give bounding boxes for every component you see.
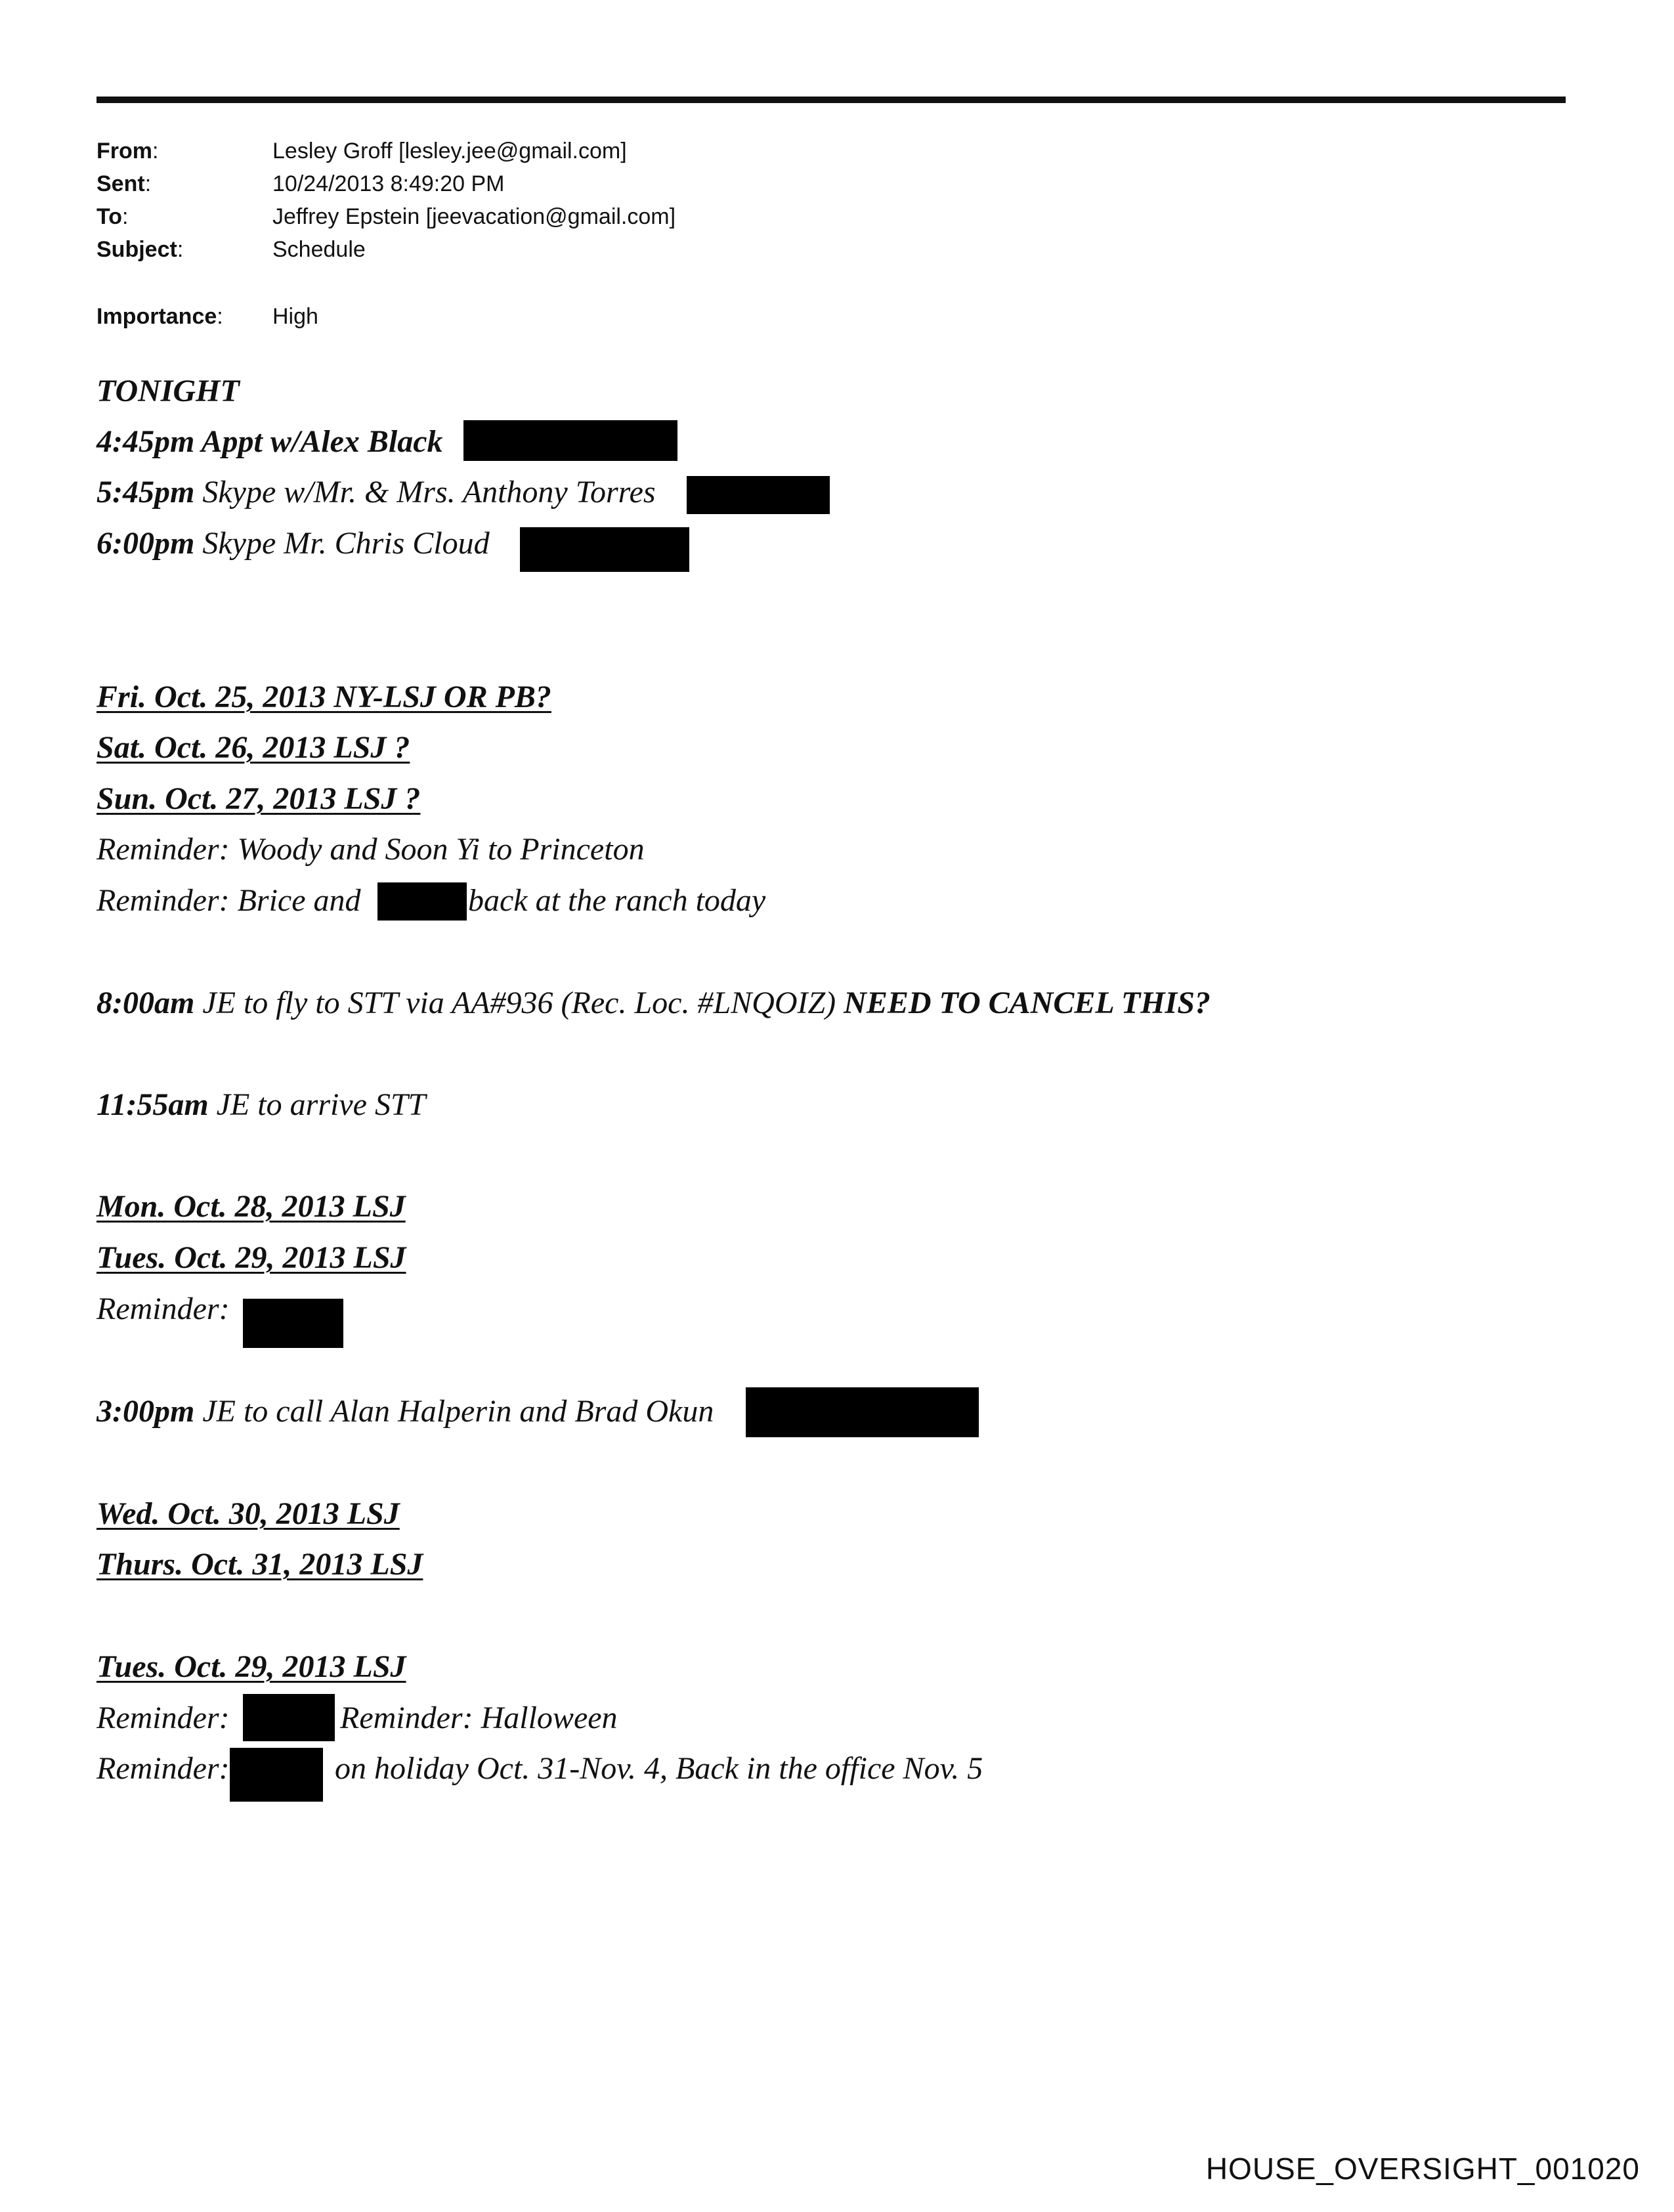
from-label: From [97,139,152,163]
reminder-holiday-b: on holiday Oct. 31-Nov. 4, Back in the office Nov. 5 [335,1751,983,1786]
schedule-item-4-45pm: 4:45pm Appt w/Alex Black [97,424,443,459]
item-text: Skype Mr. Chris Cloud [194,526,490,561]
date-heading-mon: Mon. Oct. 28, 2013 LSJ [97,1189,406,1224]
date-heading-sat: Sat. Oct. 26, 2013 LSJ ? [97,730,410,765]
redaction-box [243,1694,335,1741]
redaction-box [377,882,467,921]
schedule-item-11-55am [97,1087,425,1123]
date-heading-tue-repeat: Tues. Oct. 29, 2013 LSJ [97,1649,406,1684]
from-value: Lesley Groff [lesley.jee@gmail.com] [272,139,627,163]
redaction-box [746,1387,979,1437]
to-label: To [97,204,123,229]
item-text: JE to call Alan Halperin and Brad Okun [194,1394,714,1429]
reminder-ranch-b: back at the ranch today [468,883,766,918]
importance-value: High [272,304,318,329]
time-label: 3:00pm [97,1394,195,1429]
redaction-box [230,1748,323,1802]
reminder-halloween-a: Reminder: [97,1701,230,1735]
date-heading-tue: Tues. Oct. 29, 2013 LSJ [97,1240,406,1275]
tonight-heading: TONIGHT [97,374,240,408]
sent-value: 10/24/2013 8:49:20 PM [272,171,505,196]
bates-number: HOUSE_OVERSIGHT_001020 [1205,2152,1640,2186]
reminder-princeton: Reminder: Woody and Soon Yi to Princeton [97,832,645,867]
date-heading-fri: Fri. Oct. 25, 2013 NY-LSJ OR PB? [97,680,551,714]
redaction-box [463,420,677,461]
redaction-box [243,1299,343,1348]
item-text: JE to arrive STT [208,1087,426,1122]
header-rule [97,97,1566,103]
time-label: 6:00pm [97,526,195,561]
sent-label: Sent [97,171,145,196]
time-label: 8:00am [97,986,195,1020]
redaction-box [687,476,830,514]
subject-value: Schedule [272,237,366,262]
cancel-flag: NEED TO CANCEL THIS? [844,986,1211,1020]
schedule-item-3-00pm [97,1393,714,1430]
time-label: 11:55am [97,1087,209,1122]
reminder-redacted: Reminder: [97,1291,230,1326]
item-text: Skype w/Mr. & Mrs. Anthony Torres [194,475,656,510]
redaction-box [520,527,689,572]
time-label: 5:45pm [97,475,195,510]
reminder-holiday-a: Reminder: [97,1751,230,1786]
reminder-halloween-b: Reminder: Halloween [340,1701,618,1735]
importance-label: Importance [97,304,217,329]
schedule-item-8-00am [97,985,1211,1022]
item-text: JE to fly to STT via AA#936 (Rec. Loc. #LNQOIZ) [194,986,844,1020]
schedule-item-6-00pm [97,525,490,562]
date-heading-sun: Sun. Oct. 27, 2013 LSJ ? [97,781,421,816]
schedule-item-5-45pm [97,474,656,511]
reminder-ranch-a: Reminder: Brice and [97,883,361,918]
to-value: Jeffrey Epstein [jeevacation@gmail.com] [272,204,676,229]
date-heading-wed: Wed. Oct. 30, 2013 LSJ [97,1496,400,1531]
subject-label: Subject [97,237,177,262]
date-heading-thu: Thurs. Oct. 31, 2013 LSJ [97,1547,423,1582]
